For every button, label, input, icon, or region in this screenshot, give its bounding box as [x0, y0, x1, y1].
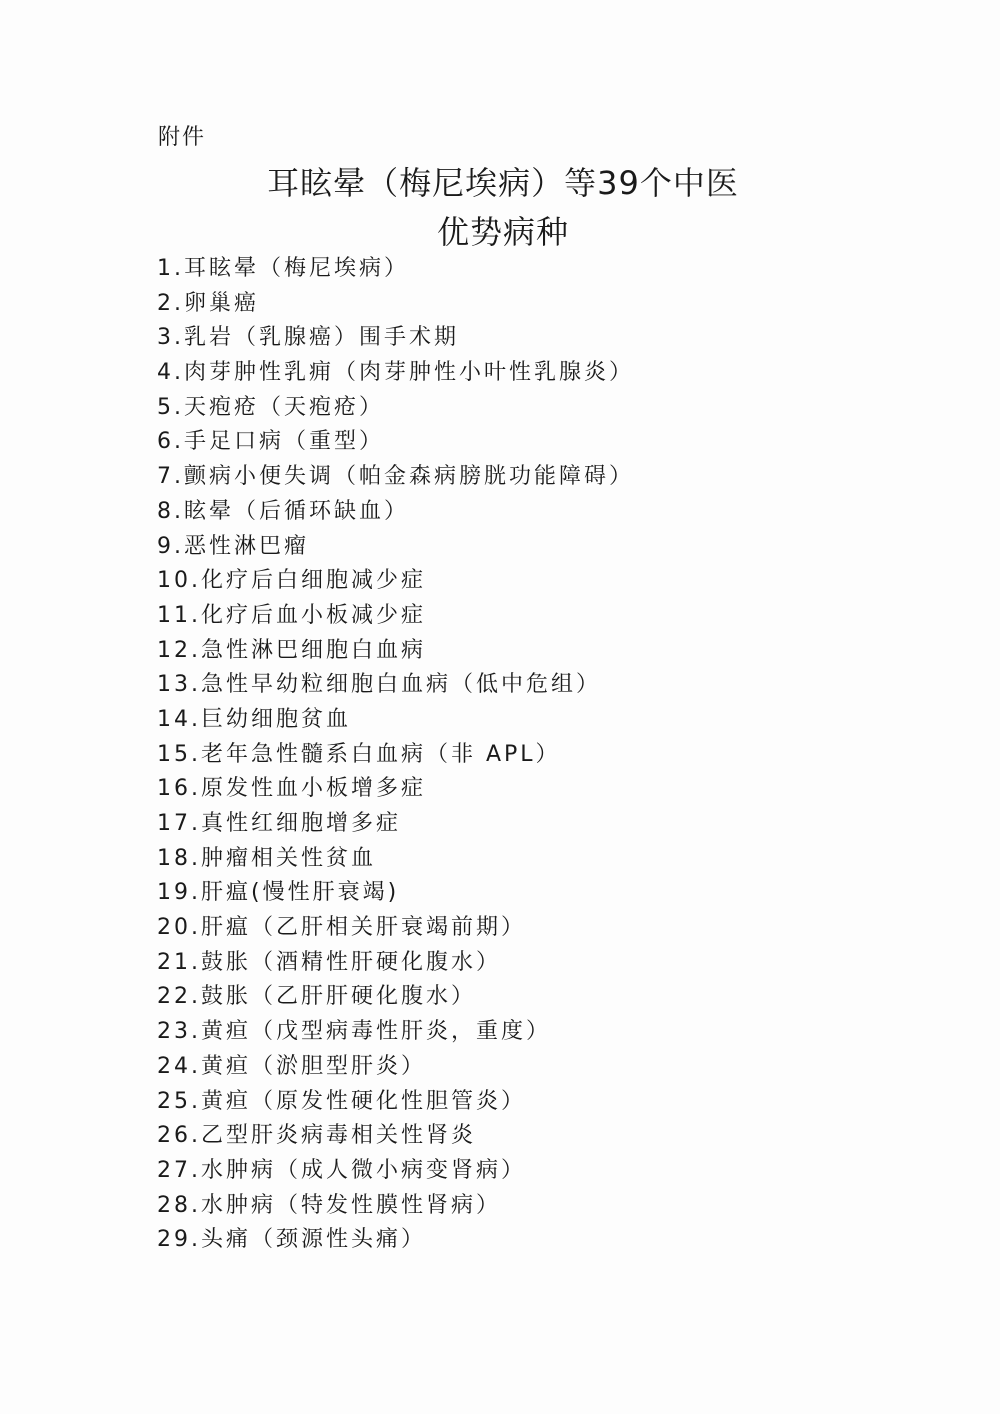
list-item: 10.化疗后白细胞减少症: [157, 568, 426, 594]
list-item: 17.真性红细胞增多症: [157, 811, 401, 836]
list-item: 21.鼓胀（酒精性肝硬化腹水）: [157, 949, 501, 975]
list-item: 7.颤病小便失调（帕金森病膀胱功能障碍）: [157, 464, 634, 490]
list-item: 25.黄疸（原发性硬化性胆管炎）: [157, 1088, 526, 1114]
list-item: 3.乳岩（乳腺癌）围手术期: [157, 325, 459, 351]
list-item: 23.黄疸（戊型病毒性肝炎，重度）: [157, 1019, 551, 1045]
list-item: 14.巨幼细胞贫血: [157, 706, 351, 732]
attachment-label: 附件: [158, 125, 207, 150]
document-title-line-2: 优势病种: [436, 213, 569, 251]
list-item: 27.水肿病（成人微小病变肾病）: [157, 1157, 526, 1183]
list-item: 12.急性淋巴细胞白血病: [157, 637, 426, 663]
list-item: 24.黄疸（淤胆型肝炎）: [157, 1053, 426, 1079]
list-item: 26.乙型肝炎病毒相关性肾炎: [157, 1123, 476, 1149]
document-title-line-1: 耳眩晕（梅尼埃病）等39个中医: [267, 164, 739, 202]
list-item: 13.急性早幼粒细胞白血病（低中危组）: [157, 672, 601, 698]
list-item: 15.老年急性髓系白血病（非 APL）: [157, 741, 561, 767]
list-item: 9.恶性淋巴瘤: [157, 533, 309, 559]
list-item: 11.化疗后血小板减少症: [157, 602, 426, 628]
list-item: 22.鼓胀（乙肝肝硬化腹水）: [157, 984, 476, 1010]
list-item: 5.天疱疮（天疱疮）: [157, 394, 384, 420]
list-item: 18.肿瘤相关性贫血: [157, 845, 376, 871]
list-item: 2.卵巢癌: [157, 290, 259, 316]
list-item: 28.水肿病（特发性膜性肾病）: [157, 1192, 501, 1218]
disease-list: [157, 252, 634, 1258]
list-item: 8.眩晕（后循环缺血）: [157, 498, 409, 524]
list-item: 4.肉芽肿性乳痈（肉芽肿性小叶性乳腺炎）: [157, 360, 634, 386]
list-item: 16.原发性血小板增多症: [157, 776, 426, 802]
list-item: 19.肝瘟(慢性肝衰竭): [157, 880, 400, 906]
list-item: 1.耳眩晕（梅尼埃病）: [157, 256, 409, 281]
list-item: 20.肝瘟（乙肝相关肝衰竭前期）: [157, 915, 526, 941]
list-item: 6.手足口病（重型）: [157, 429, 384, 455]
list-item: 29.头痛（颈源性头痛）: [157, 1227, 426, 1253]
